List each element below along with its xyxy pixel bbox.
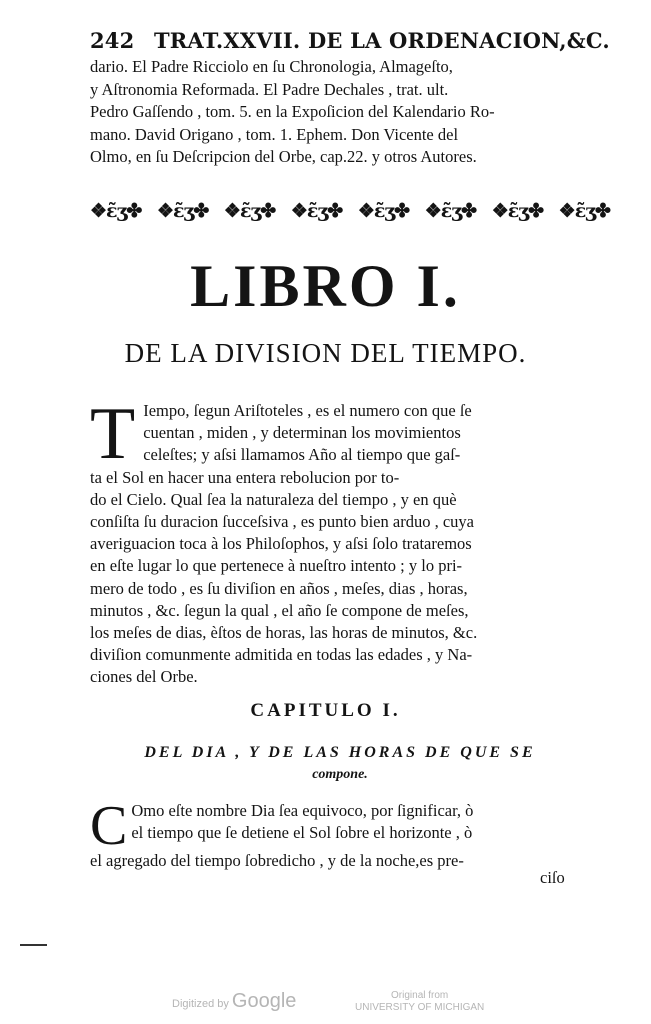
ornament-unit: ❖ɛ̃ʒ✤ — [156, 200, 209, 222]
text-line: en eſte lugar lo que pertenece à nueſtro intento ; y lo pri- — [90, 556, 463, 576]
text-line: celeſtes; y aſsi llamamos Año al tiempo que gaſ- — [143, 445, 461, 465]
text-line: averiguacion toca à los Philoſophos, y aſsi ſolo trataremos — [90, 534, 472, 554]
text-line: mano. David Origano , tom. 1. Ephem. Don Vicente del — [90, 124, 459, 144]
chapter-subtitle-line: compone. — [312, 767, 368, 782]
text-line: dario. El Padre Ricciolo en ſu Chronologia, Almageſto, — [90, 57, 453, 76]
running-title: TRAT.XXVII. DE LA ORDENACION,&C. — [153, 28, 610, 53]
ornament-unit: ❖ɛ̃ʒ✤ — [491, 200, 544, 222]
ornament-unit: ❖ɛ̃ʒ✤ — [90, 200, 142, 222]
text-line: ciones del Orbe. — [90, 667, 198, 687]
text-line: el agregado del tiempo ſobredicho , y de la noche,es pre- — [90, 851, 464, 870]
google-logo: Google — [231, 990, 297, 1012]
text-line: do el Cielo. Qual ſea la naturaleza del tiempo , y en què — [90, 489, 457, 509]
source-watermark — [355, 990, 484, 1014]
running-header — [90, 28, 610, 53]
chapter-paragraph — [90, 795, 610, 872]
ornament-unit: ❖ɛ̃ʒ✤ — [558, 200, 610, 222]
text-line: el tiempo que ſe detiene el Sol ſobre el horizonte , ò — [131, 823, 473, 843]
drop-cap: C — [90, 795, 128, 857]
text-line: ta el Sol en hacer una entera rebolucion por to- — [90, 467, 400, 487]
text-line: cuentan , miden , y determinan los movimientos — [143, 423, 461, 443]
chapter-title: CAPITULO I. — [250, 700, 401, 721]
text-line: Omo eſte nombre Dia ſea equivoco, por ſignificar, ò — [131, 801, 474, 820]
text-line: Olmo, en ſu Deſcripcion del Orbe, cap.22. y otros Autores. — [90, 147, 477, 166]
ornamental-border — [90, 196, 610, 226]
book-subtitle: DE LA DIVISION DEL TIEMPO. — [124, 338, 527, 368]
continued-paragraph — [90, 56, 610, 169]
ornament-unit: ❖ɛ̃ʒ✤ — [357, 200, 410, 222]
text-line: Iempo, ſegun Ariſtoteles , es el numero con que ſe — [143, 401, 472, 420]
ornament-unit: ❖ɛ̃ʒ✤ — [223, 200, 276, 222]
chapter-subtitle-line: DEL DIA , Y DE LAS HORAS DE QUE SE — [144, 744, 536, 761]
ornament-unit: ❖ɛ̃ʒ✤ — [290, 200, 343, 222]
university-text: UNIVERSITY OF MICHIGAN — [355, 1002, 485, 1013]
text-line: conſiſta ſu duracion ſucceſsiva , es punto bien arduo , cuya — [90, 512, 474, 532]
digitized-by-text: Digitized by — [172, 998, 229, 1010]
digitized-watermark — [172, 990, 296, 1013]
text-line: los meſes de dias, èſtos de horas, las horas de minutos, &c. — [90, 623, 478, 643]
catchword: ciſo — [540, 868, 565, 887]
original-from-text: Original from — [391, 990, 449, 1001]
margin-rule — [20, 944, 47, 946]
text-line: diviſion comunmente admitida en todas las edades , y Na- — [90, 645, 473, 665]
drop-cap: T — [90, 393, 136, 475]
main-paragraph — [90, 393, 610, 689]
chapter-subtitle — [100, 742, 580, 786]
text-line: minutos , &c. ſegun la qual , el año ſe compone de meſes, — [90, 600, 469, 620]
text-line: Pedro Gaſſendo , tom. 5. en la Expoſicion del Kalendario Ro- — [90, 102, 495, 121]
text-line: mero de todo , es ſu diviſion en años , meſes, dias , horas, — [90, 578, 468, 598]
ornament-unit: ❖ɛ̃ʒ✤ — [424, 200, 477, 222]
text-line: y Aſtronomia Reformada. El Padre Dechales , trat. ult. — [90, 79, 449, 99]
page-number: 242 — [90, 28, 135, 53]
book-title: LIBRO I. — [190, 253, 461, 319]
